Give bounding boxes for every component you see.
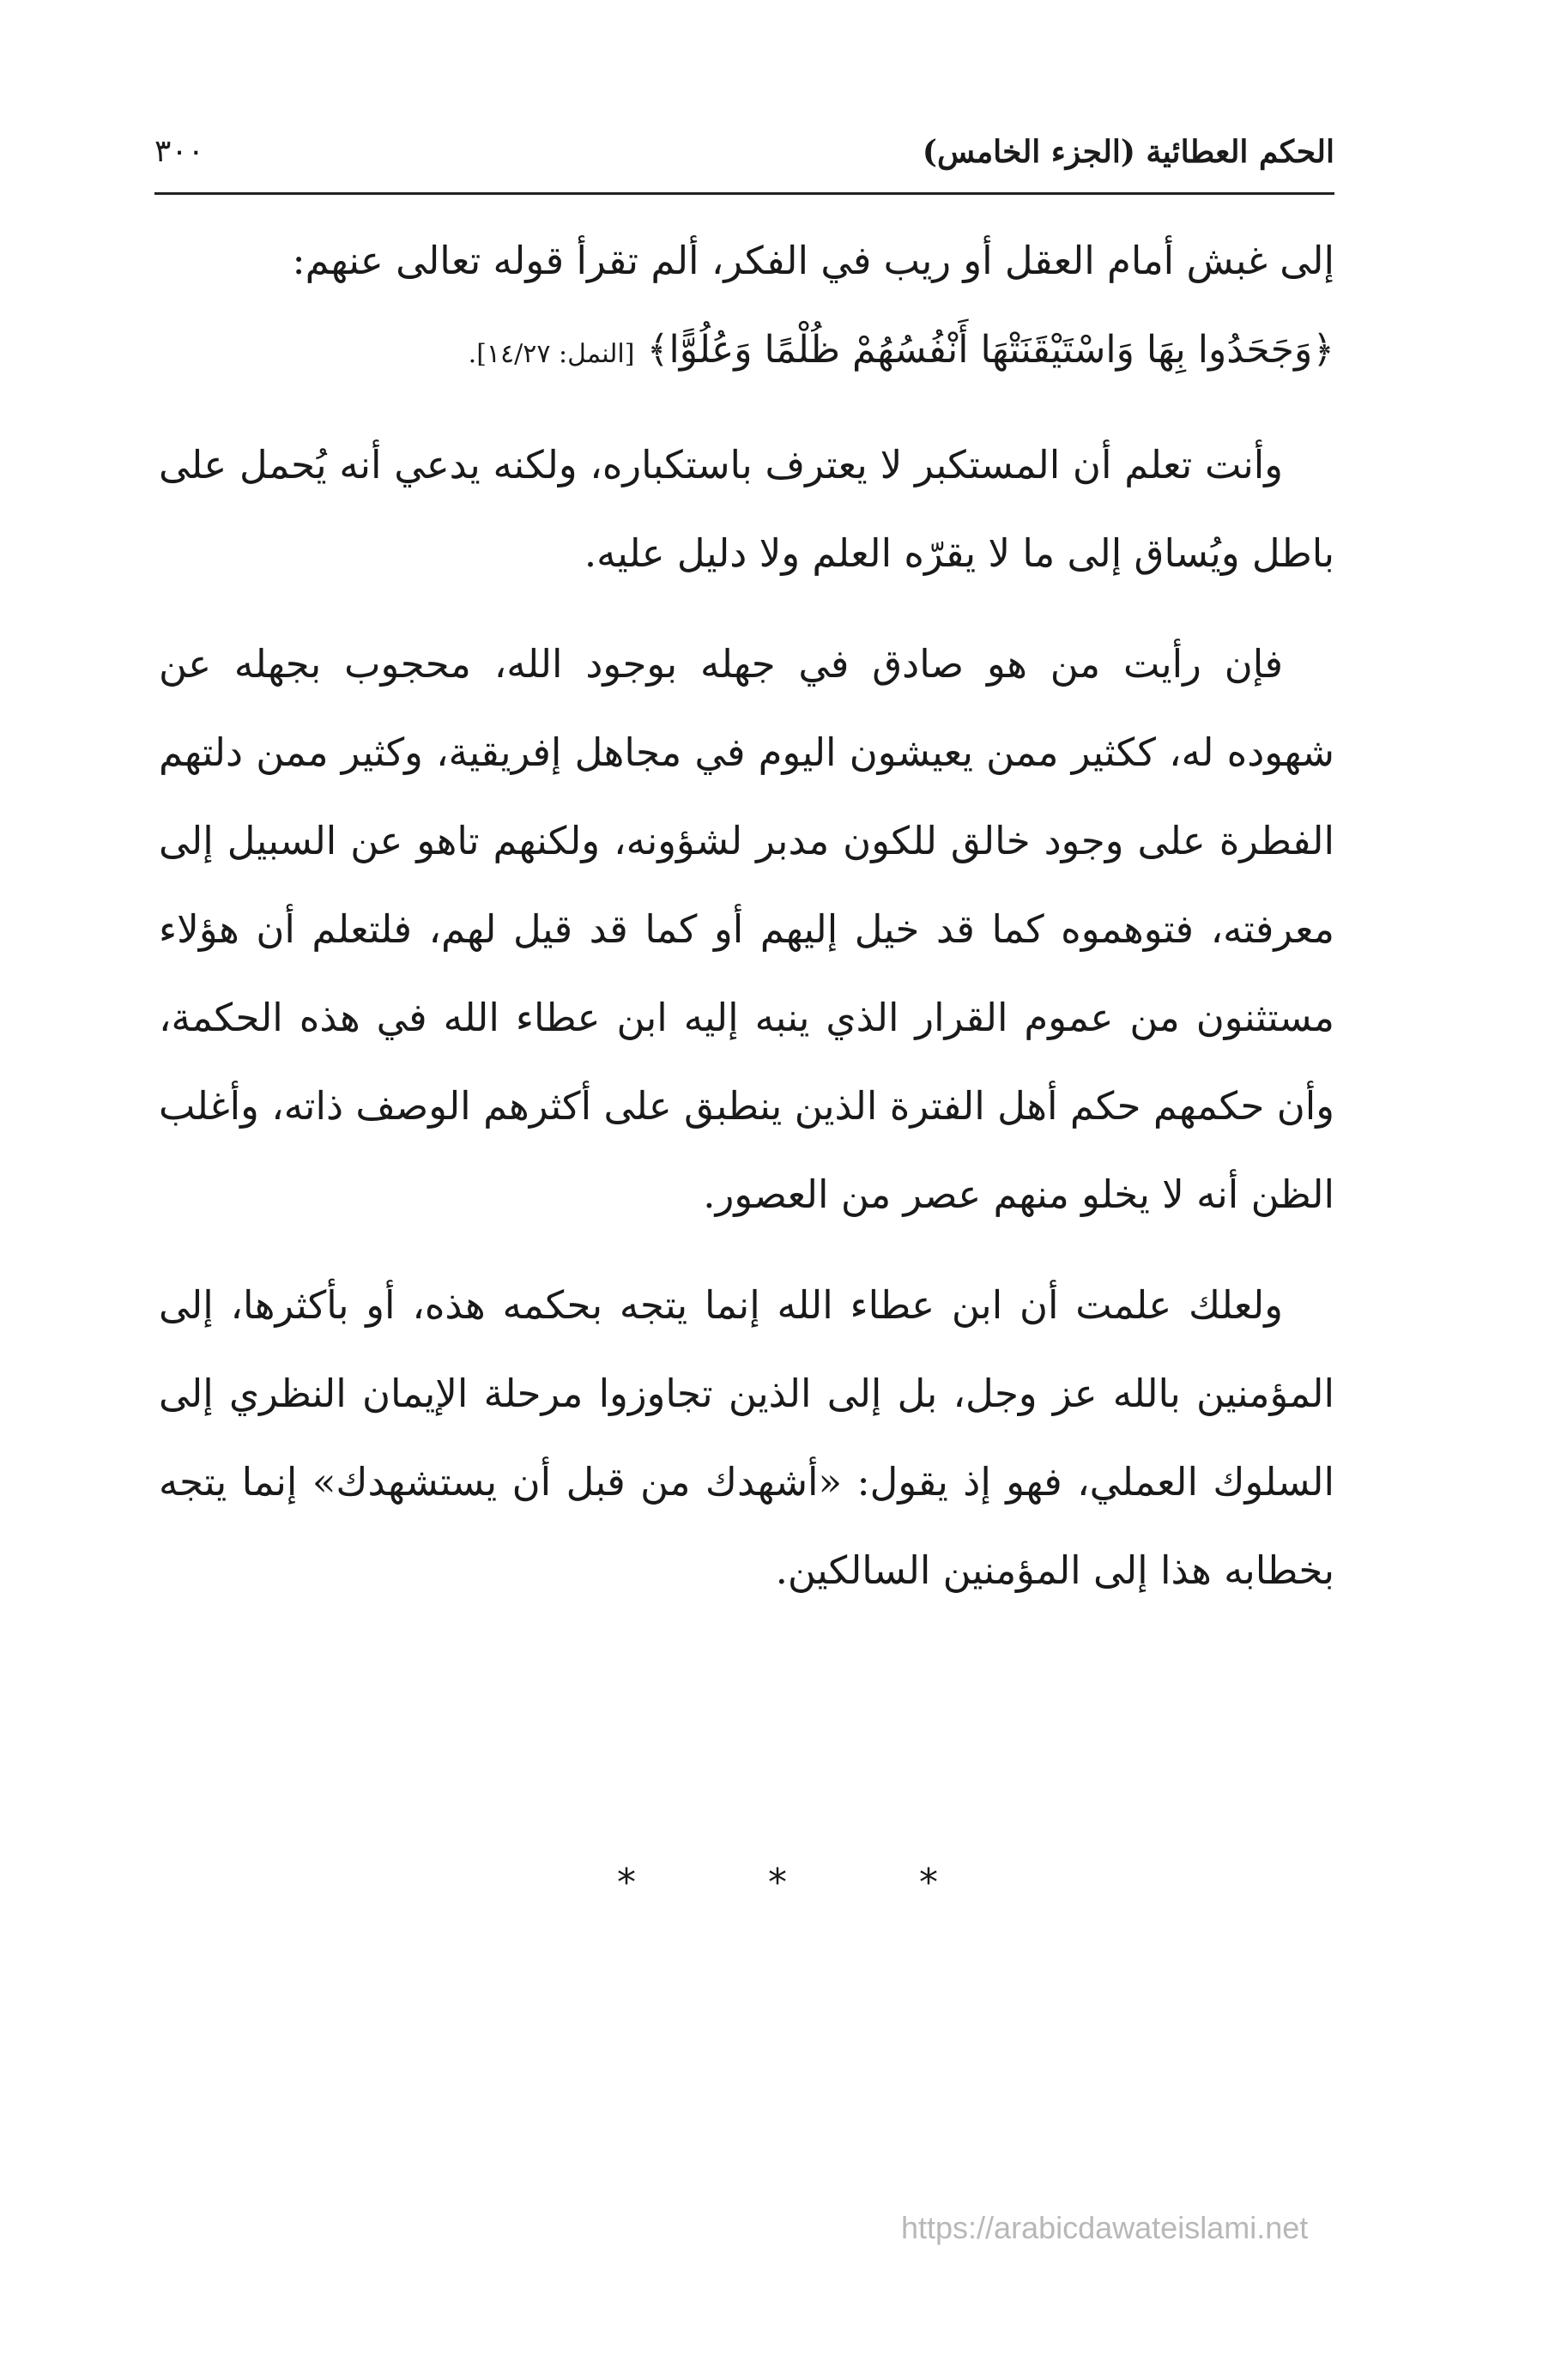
separator-asterisk: * — [617, 1861, 636, 1905]
paragraph-1-text: إلى غبش أمام العقل أو ريب في الفكر، ألم تقرأ قوله تعالى عنهم: — [292, 238, 1334, 283]
watermark-url: https://arabicdawateislami.net — [901, 2210, 1309, 2245]
section-separator — [0, 1861, 1555, 1912]
header-title: الحكم العطائية (الجزء الخامس) — [922, 134, 1334, 170]
paragraph-2: وأنت تعلم أن المستكبر لا يعترف باستكباره، ولكنه يدعي أنه يُحمل على باطل ويُساق إلى ما لا يقرّه العلم ولا دليل عليه. — [159, 442, 1334, 576]
paragraph-4: ولعلك علمت أن ابن عطاء الله إنما يتجه بحكمه هذه، أو بأكثرها، إلى المؤمنين بالله عز وجل، بل إلى الذين تجاوزوا مرحلة الإيمان النظري إلى السلوك العملي، فهو إذ يقول: «أشهدك من قبل أن يستشهدك» إنما يتجه بخطابه هذا إلى المؤمنين السالكين. — [159, 1282, 1334, 1593]
paragraph-3: فإن رأيت من هو صادق في جهله بوجود الله، محجوب بجهله عن شهوده له، ككثير ممن يعيشون اليوم في مجاهل إفريقية، وكثير ممن دلتهم الفطرة على وجود خالق للكون مدبر لشؤونه، ولكنهم تاهو عن السبيل إلى معرفته، فتوهموه كما قد خيل إليهم أو كما قد قيل لهم، فلتعلم أن هؤلاء مستثنون من عموم القرار الذي ينبه إليه ابن عطاء الله في هذه الحكمة، وأن حكمهم حكم أهل الفترة الذين ينطبق على أكثرهم الوصف ذاته، وأغلب الظن أنه لا يخلو منهم عصر من العصور. — [159, 641, 1334, 1217]
verse-reference: [النمل: ١٤/٢٧]. — [468, 339, 635, 369]
quran-verse-line — [159, 305, 1334, 398]
body-text — [159, 216, 1334, 1637]
running-header — [154, 129, 1334, 189]
separator-asterisk: * — [768, 1861, 787, 1905]
page-number: ٣٠٠ — [154, 134, 205, 169]
separator-asterisk: * — [919, 1861, 938, 1905]
paragraph-1 — [159, 216, 1334, 398]
quran-verse: ﴿وَجَحَدُوا بِهَا وَاسْتَيْقَنَتْهَا أَنْفُسُهُمْ ظُلْمًا وَعُلُوًّا﴾ — [646, 328, 1334, 372]
header-rule — [154, 192, 1334, 195]
